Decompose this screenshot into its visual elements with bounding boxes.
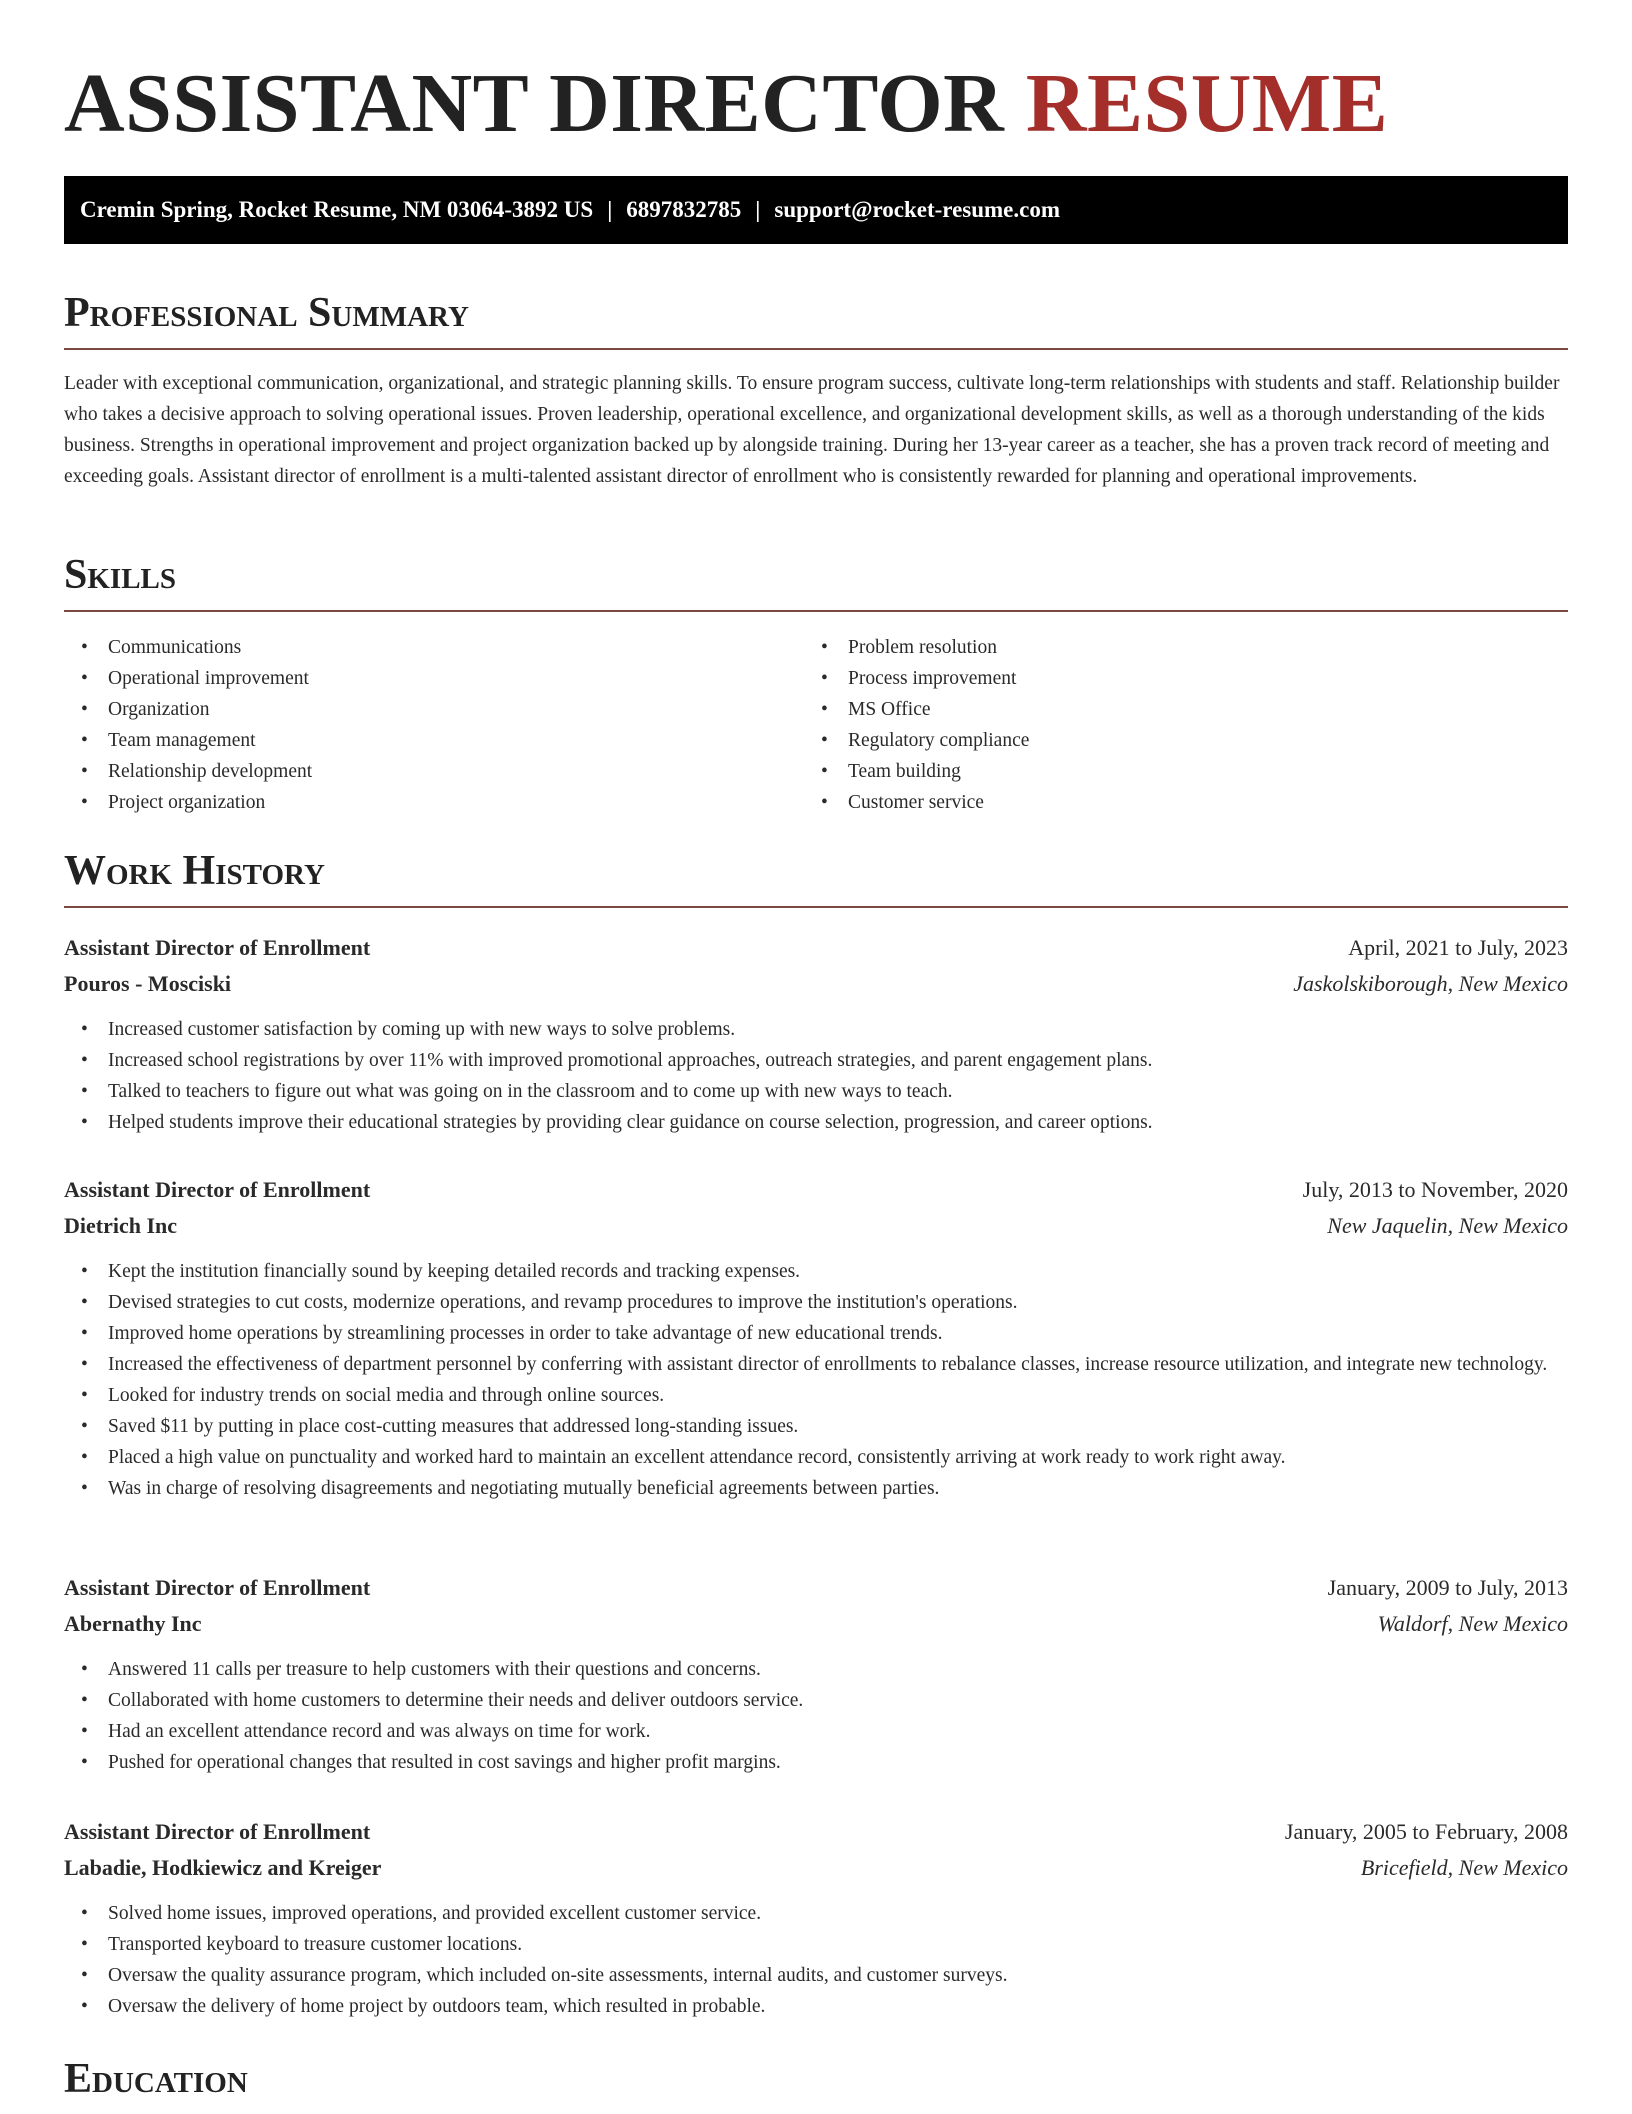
job-bullets: [64, 1898, 1568, 2022]
job-bullet: • Improved home operations by streamlining processes in order to take advantage of new educational trends.: [64, 1318, 1568, 1349]
job-location: New Jaquelin, New Mexico: [1327, 1213, 1568, 1238]
job-title: Assistant Director of Enrollment: [64, 1819, 371, 1844]
job-entry: [64, 1814, 1568, 2022]
skill-item: • Customer service: [804, 787, 1544, 818]
skill-item: • Problem resolution: [804, 632, 1544, 663]
job-bullet: • Looked for industry trends on social media and through online sources.: [64, 1380, 1568, 1411]
job-location: Waldorf, New Mexico: [1377, 1611, 1568, 1636]
job-bullet: • Devised strategies to cut costs, modernize operations, and revamp procedures to improve the institution's operations.: [64, 1287, 1568, 1318]
job-title: Assistant Director of Enrollment: [64, 1575, 371, 1600]
job-bullet: • Placed a high value on punctuality and worked hard to maintain an excellent attendance record, consistently arriving at work ready to work right away.: [64, 1442, 1568, 1473]
contact-bar: [64, 176, 1568, 244]
job-location: Jaskolskiborough, New Mexico: [1293, 971, 1568, 996]
job-bullet: • Increased the effectiveness of department personnel by conferring with assistant director of enrollments to rebalance classes, increase resource utilization, and integrate new technology.: [64, 1349, 1568, 1380]
job-bullet: • Kept the institution financially sound by keeping detailed records and tracking expenses.: [64, 1256, 1568, 1287]
skill-item: • Process improvement: [804, 663, 1544, 694]
job-bullet: • Oversaw the quality assurance program, which included on-site assessments, internal audits, and customer surveys.: [64, 1960, 1568, 1991]
skill-item: • MS Office: [804, 694, 1544, 725]
job-bullet: • Collaborated with home customers to determine their needs and deliver outdoors service.: [64, 1685, 1568, 1716]
job-bullet: • Was in charge of resolving disagreements and negotiating mutually beneficial agreements between parties.: [64, 1473, 1568, 1504]
contact-separator: |: [755, 197, 761, 222]
job-dates: July, 2013 to November, 2020: [1302, 1177, 1568, 1202]
job-title: Assistant Director of Enrollment: [64, 1177, 371, 1202]
job-header-row: [64, 1570, 1568, 1606]
job-dates: January, 2009 to July, 2013: [1327, 1575, 1568, 1600]
job-title: Assistant Director of Enrollment: [64, 935, 371, 960]
job-company: Dietrich Inc: [64, 1213, 178, 1238]
contact-address: Cremin Spring, Rocket Resume, NM 03064-3892 US: [80, 197, 594, 222]
job-bullet: • Increased customer satisfaction by coming up with new ways to solve problems.: [64, 1014, 1568, 1045]
job-bullet: • Increased school registrations by over 11% with improved promotional approaches, outreach strategies, and parent engagement plans.: [64, 1045, 1568, 1076]
contact-separator: |: [607, 197, 613, 222]
contact-phone: 6897832785: [626, 197, 742, 222]
job-company: Labadie, Hodkiewicz and Kreiger: [64, 1855, 382, 1880]
job-bullet: • Saved $11 by putting in place cost-cutting measures that addressed long-standing issues.: [64, 1411, 1568, 1442]
contact-email: support@rocket-resume.com: [774, 197, 1061, 222]
job-company: Abernathy Inc: [64, 1611, 202, 1636]
resume-title: [64, 56, 1388, 152]
job-company: Pouros - Mosciski: [64, 971, 232, 996]
skill-item: • Team building: [804, 756, 1544, 787]
job-dates: January, 2005 to February, 2008: [1284, 1819, 1568, 1844]
section-heading-summary: Professional Summary: [64, 288, 1568, 350]
skill-item: • Relationship development: [64, 756, 804, 787]
job-company-row: [64, 1850, 1568, 1886]
job-dates: April, 2021 to July, 2023: [1348, 935, 1568, 960]
skills-list: [64, 632, 1568, 818]
job-bullet: • Talked to teachers to figure out what was going on in the classroom and to come up with new ways to teach.: [64, 1076, 1568, 1107]
skills-column-right: [804, 632, 1544, 818]
title-accent: RESUME: [1025, 57, 1389, 150]
job-company-row: [64, 966, 1568, 1002]
job-bullet: • Answered 11 calls per treasure to help customers with their questions and concerns.: [64, 1654, 1568, 1685]
skill-item: • Operational improvement: [64, 663, 804, 694]
summary-text: Leader with exceptional communication, organizational, and strategic planning skills. To ensure program success, cultivate long-term relationships with students and staff. Relationship builder who takes a decisive approach to solving operational issues. Proven leadership, operational excellence, and organizational development skills, as well as a thorough understanding of the kids business. Strengths in operational improvement and project organization backed up by alongside training. During her 13-year career as a teacher, she has a proven track record of meeting and exceeding goals. Assistant director of enrollment is a multi-talented assistant director of enrollment who is consistently rewarded for planning and operational improvements.: [64, 373, 1560, 487]
job-header-row: [64, 930, 1568, 966]
skills-column-left: [64, 632, 804, 818]
job-entry: [64, 1570, 1568, 1778]
section-heading-education: Education: [64, 2056, 248, 2102]
skill-item: • Regulatory compliance: [804, 725, 1544, 756]
job-header-row: [64, 1814, 1568, 1850]
job-location: Bricefield, New Mexico: [1360, 1855, 1568, 1880]
job-bullet: • Solved home issues, improved operations, and provided excellent customer service.: [64, 1898, 1568, 1929]
section-heading-work-history: Work History: [64, 846, 1568, 908]
job-bullets: [64, 1014, 1568, 1138]
job-bullet: • Transported keyboard to treasure customer locations.: [64, 1929, 1568, 1960]
skill-item: • Team management: [64, 725, 804, 756]
section-heading-skills: Skills: [64, 550, 1568, 612]
job-bullet: • Helped students improve their educational strategies by providing clear guidance on course selection, progression, and career options.: [64, 1107, 1568, 1138]
job-bullet: • Oversaw the delivery of home project by outdoors team, which resulted in probable.: [64, 1991, 1568, 2022]
job-company-row: [64, 1208, 1568, 1244]
skill-item: • Project organization: [64, 787, 804, 818]
title-main: ASSISTANT DIRECTOR: [64, 57, 1005, 150]
job-company-row: [64, 1606, 1568, 1642]
job-bullets: [64, 1256, 1568, 1504]
skill-item: • Organization: [64, 694, 804, 725]
skill-item: • Communications: [64, 632, 804, 663]
job-header-row: [64, 1172, 1568, 1208]
job-entry: [64, 1172, 1568, 1504]
job-entry: [64, 930, 1568, 1138]
job-bullets: [64, 1654, 1568, 1778]
job-bullet: • Had an excellent attendance record and was always on time for work.: [64, 1716, 1568, 1747]
job-bullet: • Pushed for operational changes that resulted in cost savings and higher profit margins.: [64, 1747, 1568, 1778]
